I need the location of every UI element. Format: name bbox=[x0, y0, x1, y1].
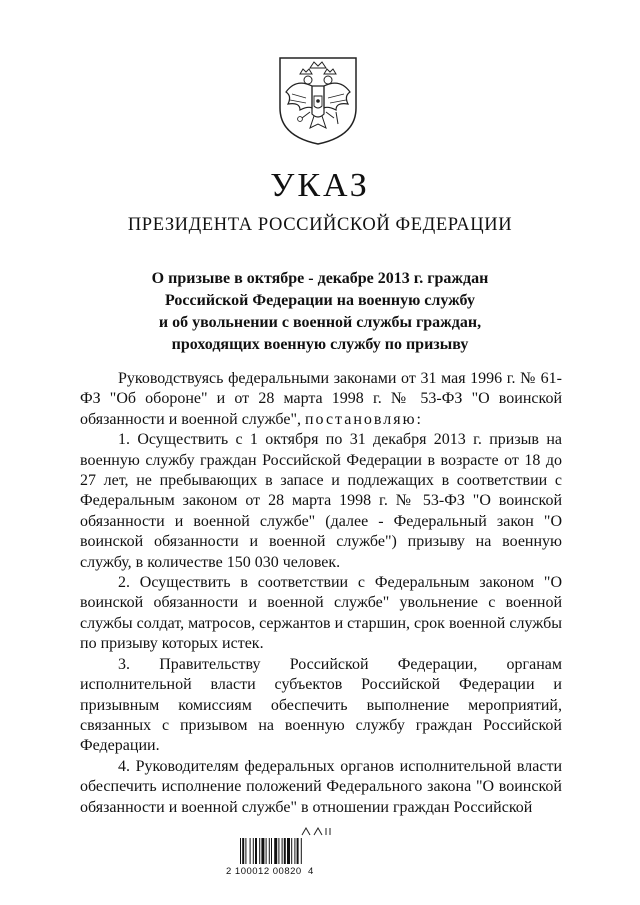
decree-paragraph-1: 1. Осуществить с 1 октября по 31 декабря 2013 г. призыв на военную службу граждан Российской Федерации в возрасте от 18 до 27 лет, не пребывающих в запасе и подлежащих в соответствии с Федеральным законом от 28 марта 1998 г. № 53-ФЗ "О воинской обязанности и военной службе" (далее - Федеральный закон "О воинской обязанности и военной службе") призыву на военную службу, в количестве 150 030 человек. bbox=[80, 431, 562, 571]
heading-line: проходящих военную службу по призыву bbox=[171, 336, 469, 353]
barcode-bar bbox=[242, 838, 244, 864]
document-body bbox=[80, 369, 562, 818]
barcode-bar bbox=[284, 838, 286, 864]
barcode-bar bbox=[278, 838, 279, 864]
barcode-bar bbox=[274, 838, 277, 864]
barcode-bar bbox=[291, 838, 292, 864]
decree-paragraph-4: 4. Руководителям федеральных органов исполнительной власти обеспечить исполнение положений Федерального закона "О воинской обязанности и военной службе" в отношении граждан Российской bbox=[80, 757, 562, 816]
barcode-bar bbox=[294, 838, 295, 864]
heading-line: и об увольнении с военной службы граждан, bbox=[158, 314, 482, 331]
decree-paragraph-3: 3. Правительству Российской Федерации, органам исполнительной власти субъектов Российской Федерации и призывным комиссиям обеспечить выполнение мероприятий, связанных с призывом на военную службу граждан Российской Федерации. bbox=[80, 655, 562, 755]
barcode-bar bbox=[261, 838, 264, 864]
barcode-bar bbox=[301, 838, 302, 864]
barcode-bar bbox=[269, 838, 270, 864]
heading-line: О призыве в октябре - декабре 2013 г. граждан bbox=[151, 270, 489, 287]
state-emblem-icon bbox=[270, 52, 366, 148]
barcode-bar bbox=[297, 838, 299, 864]
barcode-bar bbox=[255, 838, 257, 864]
barcode-bar bbox=[282, 838, 283, 864]
document-subtitle: ПРЕЗИДЕНТА РОССИЙСКОЙ ФЕДЕРАЦИИ bbox=[127, 215, 513, 235]
preamble-text: Руководствуясь федеральными законами от 31 мая 1996 г. № 61-ФЗ "Об обороне" и от 28 марта 1998 г. № 53-ФЗ "О воинской обязанности и военной службе", bbox=[80, 370, 562, 428]
preamble-paragraph bbox=[80, 369, 562, 430]
barcode-bar bbox=[253, 838, 254, 864]
decree-paragraph-2: 2. Осуществить в соответствии с Федеральным законом "О воинской обязанности и военной службе" увольнение с военной службы солдат, матросов, сержантов и старшин, срок военной службы по призыву которых истек. bbox=[80, 574, 562, 653]
document-title: УКАЗ bbox=[270, 167, 370, 204]
barcode-bar bbox=[287, 838, 290, 864]
barcode-bar bbox=[259, 838, 260, 864]
barcode-bar bbox=[240, 838, 241, 864]
barcode-bar bbox=[250, 838, 251, 864]
barcode-mark-icon bbox=[296, 825, 336, 837]
barcode-bar bbox=[266, 838, 267, 864]
barcode-icon bbox=[238, 838, 338, 864]
barcode-bar bbox=[271, 838, 272, 864]
document-heading bbox=[90, 268, 550, 356]
heading-line: Российской Федерации на военную службу bbox=[165, 292, 475, 309]
barcode-bar bbox=[245, 838, 246, 864]
decree-keyword: постановляю: bbox=[304, 410, 423, 428]
barcode-number: 2 100012 00820 4 bbox=[226, 866, 314, 877]
